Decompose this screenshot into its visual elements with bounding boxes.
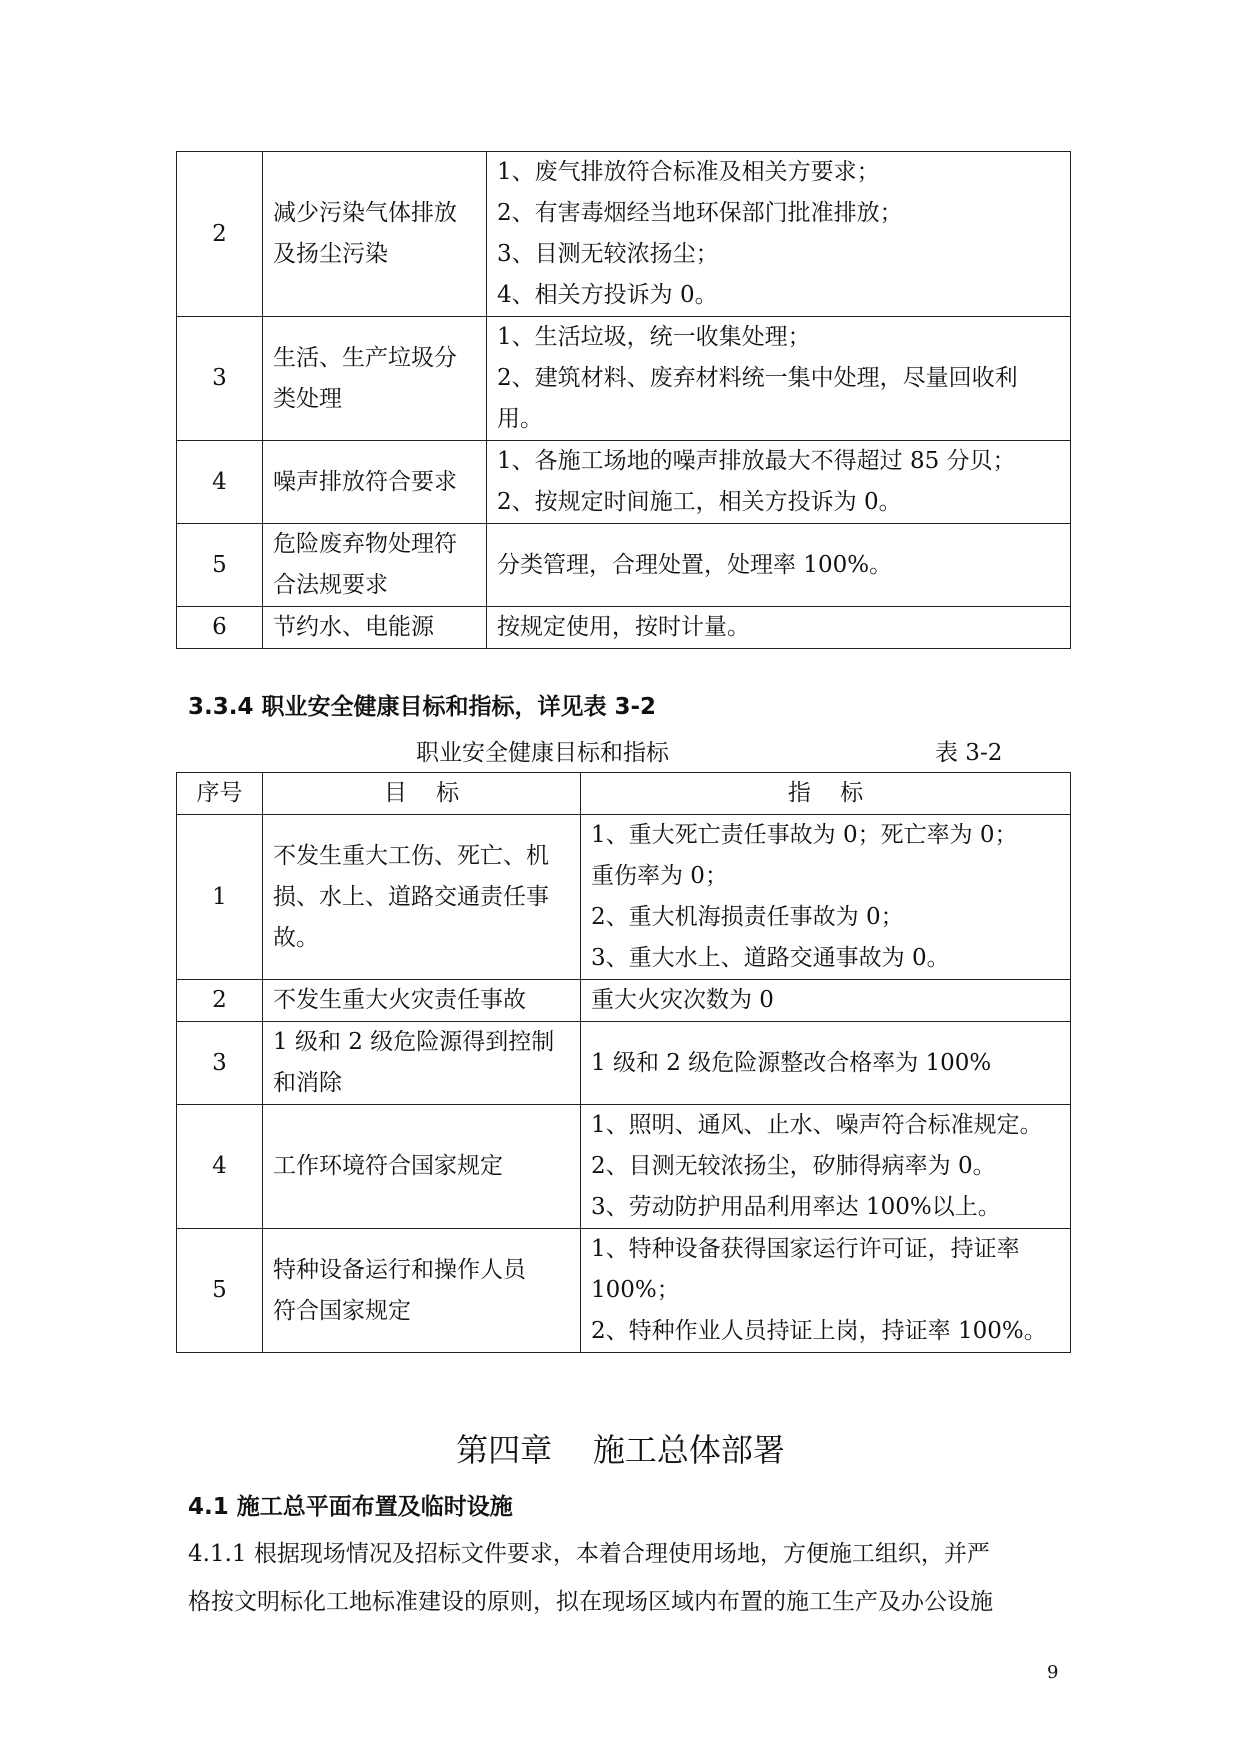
indicator-line: 1、特种设备获得国家运行许可证，持证率 (591, 1236, 1020, 1262)
indicator-line: 3、重大水上、道路交通事故为 0。 (591, 945, 950, 971)
goal-cell (263, 980, 581, 1022)
indicator-line: 2、有害毒烟经当地环保部门批准排放； (497, 200, 903, 226)
goal-cell (263, 441, 487, 524)
goal-line: 噪声排放符合要求 (273, 468, 457, 495)
indicator-line: 100%； (591, 1277, 680, 1303)
indicator-line: 3、目测无较浓扬尘； (497, 241, 719, 267)
goal-line: 工作环境符合国家规定 (273, 1153, 503, 1179)
row-number: 2 (177, 152, 263, 317)
row-number: 2 (177, 980, 263, 1022)
goal-cell (263, 607, 487, 649)
paragraph-line: 格按文明标化工地标准建设的原则，拟在现场区域内布置的施工生产及办公设施 (188, 1589, 993, 1615)
indicator-cell (487, 607, 1071, 649)
row-number: 4 (177, 441, 263, 524)
goal-cell (263, 815, 581, 980)
table-header-row (177, 773, 1071, 815)
goal-line: 节约水、电能源 (273, 614, 434, 640)
table-row (177, 441, 1071, 524)
chapter-title: 第四章 施工总体部署 (456, 1431, 785, 1469)
table-row (177, 524, 1071, 607)
indicator-line: 1、各施工场地的噪声排放最大不得超过 85 分贝； (497, 448, 1016, 474)
table2-body (177, 815, 1071, 1353)
indicator-line: 2、按规定时间施工，相关方投诉为 0。 (497, 489, 902, 515)
paragraph-line: 4.1.1 根据现场情况及招标文件要求，本着合理使用场地，方便施工组织，并严 (188, 1541, 990, 1567)
section-heading-3-3-4: 3.3.4 职业安全健康目标和指标，详见表 3-2 (188, 694, 657, 720)
indicator-cell (487, 152, 1071, 317)
row-number: 4 (177, 1105, 263, 1229)
environment-targets-table (176, 151, 1071, 649)
indicator-cell (581, 1022, 1071, 1105)
goal-cell (263, 1105, 581, 1229)
goal-line: 减少污染气体排放 (273, 200, 457, 226)
table1-body (177, 152, 1071, 649)
indicator-line: 2、建筑材料、废弃材料统一集中处理，尽量回收利 (497, 365, 1018, 391)
goal-line: 及扬尘污染 (273, 241, 388, 267)
goal-line: 生活、生产垃圾分 (273, 344, 457, 371)
indicator-line: 1、废气排放符合标准及相关方要求； (497, 159, 880, 185)
table-row (177, 1229, 1071, 1353)
indicator-cell (487, 317, 1071, 441)
indicator-line: 3、劳动防护用品利用率达 100%以上。 (591, 1194, 1001, 1220)
safety-health-targets-table (176, 772, 1071, 1353)
header-no: 序号 (177, 773, 263, 815)
indicator-line: 2、特种作业人员持证上岗，持证率 100%。 (591, 1318, 1047, 1344)
row-number: 5 (177, 524, 263, 607)
indicator-cell (581, 980, 1071, 1022)
table-row (177, 815, 1071, 980)
page-number: 9 (1047, 1662, 1059, 1683)
indicator-line: 4、相关方投诉为 0。 (497, 282, 718, 308)
indicator-line: 1 级和 2 级危险源整改合格率为 100% (591, 1049, 992, 1076)
goal-cell (263, 1022, 581, 1105)
goal-line: 不发生重大工伤、死亡、机 (273, 842, 549, 869)
indicator-line: 2、目测无较浓扬尘，矽肺得病率为 0。 (591, 1153, 996, 1179)
goal-line: 不发生重大火灾责任事故 (273, 987, 526, 1013)
goal-line: 损、水上、道路交通责任事 (273, 883, 549, 910)
indicator-line: 按规定使用，按时计量。 (497, 614, 750, 640)
table-caption: 职业安全健康目标和指标 (416, 740, 669, 766)
row-number: 6 (177, 607, 263, 649)
table-row (177, 1105, 1071, 1229)
goal-line: 合法规要求 (273, 572, 388, 598)
goal-line: 故。 (273, 924, 319, 951)
indicator-cell (487, 524, 1071, 607)
goal-line: 危险废弃物处理符 (273, 531, 457, 557)
indicator-line: 用。 (497, 406, 543, 432)
indicator-line: 1、照明、通风、止水、噪声符合标准规定。 (591, 1112, 1043, 1138)
row-number: 3 (177, 1022, 263, 1105)
header-indicator: 指 标 (581, 773, 1071, 815)
indicator-cell (581, 815, 1071, 980)
goal-line: 和消除 (273, 1070, 342, 1096)
goal-cell (263, 152, 487, 317)
indicator-line: 分类管理，合理处置，处理率 100%。 (497, 551, 893, 578)
row-number: 1 (177, 815, 263, 980)
table-row (177, 1022, 1071, 1105)
goal-cell (263, 1229, 581, 1353)
indicator-line: 重大火灾次数为 0 (591, 987, 774, 1013)
indicator-line: 1、重大死亡责任事故为 0；死亡率为 0； (591, 822, 1018, 848)
indicator-cell (487, 441, 1071, 524)
goal-line: 符合国家规定 (273, 1297, 411, 1324)
table-row (177, 607, 1071, 649)
indicator-line: 1、生活垃圾，统一收集处理； (497, 324, 811, 350)
table-number: 表 3-2 (935, 740, 1003, 766)
table-row (177, 152, 1071, 317)
row-number: 5 (177, 1229, 263, 1353)
indicator-line: 重伤率为 0； (591, 863, 728, 889)
indicator-cell (581, 1105, 1071, 1229)
section-heading-4-1: 4.1 施工总平面布置及临时设施 (188, 1494, 513, 1520)
table-row (177, 317, 1071, 441)
indicator-line: 2、重大机海损责任事故为 0； (591, 904, 904, 930)
goal-line: 特种设备运行和操作人员 (273, 1256, 526, 1283)
goal-line: 类处理 (273, 385, 342, 412)
table-row (177, 980, 1071, 1022)
goal-cell (263, 524, 487, 607)
goal-cell (263, 317, 487, 441)
goal-line: 1 级和 2 级危险源得到控制 (273, 1029, 555, 1055)
header-goal: 目 标 (263, 773, 581, 815)
row-number: 3 (177, 317, 263, 441)
paragraph (188, 1530, 1068, 1626)
indicator-cell (581, 1229, 1071, 1353)
